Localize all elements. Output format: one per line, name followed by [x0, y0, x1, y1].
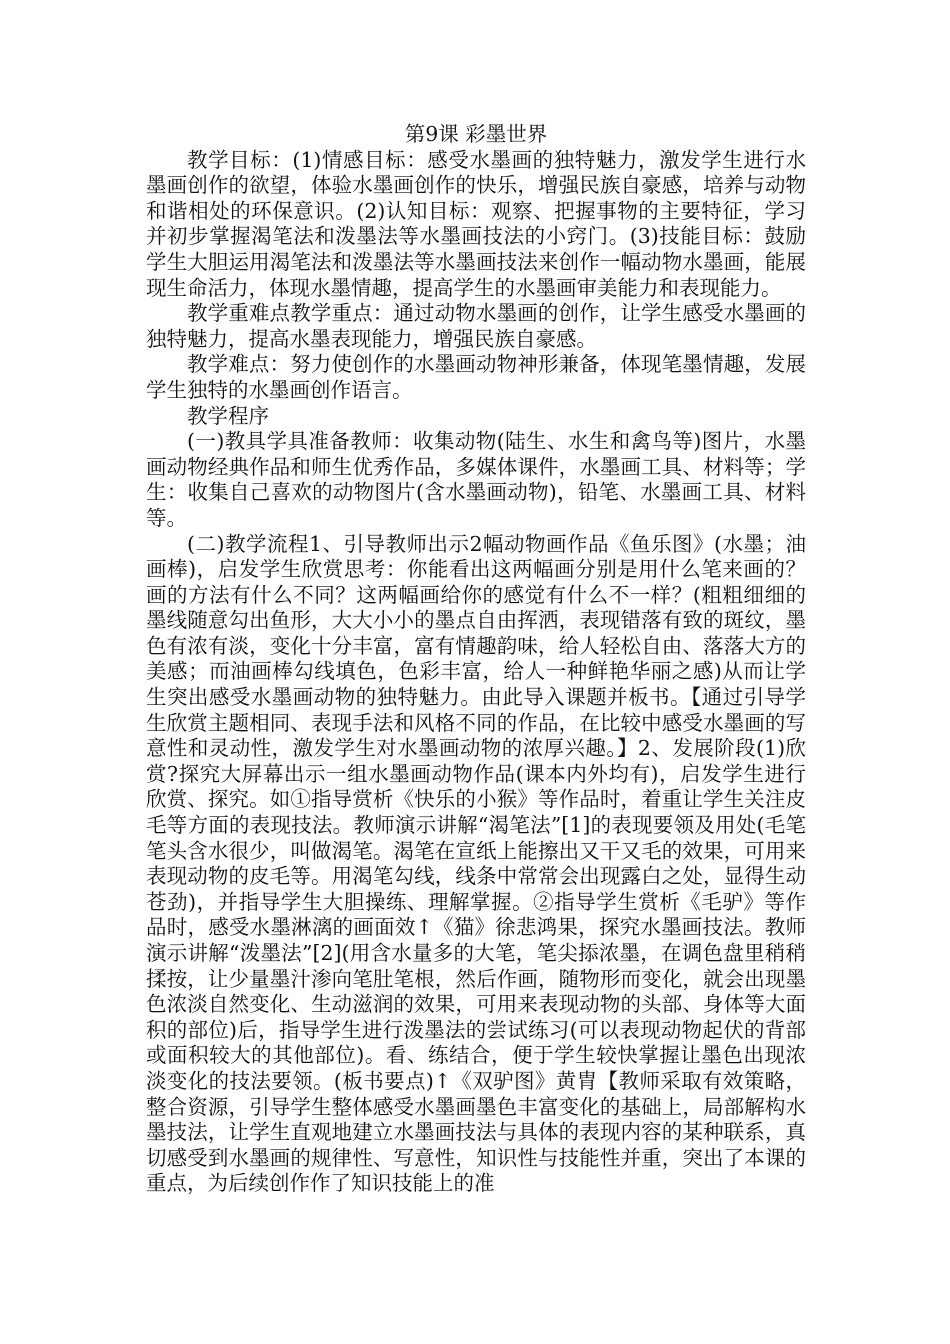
document-page [146, 122, 806, 1197]
paragraph-teaching-flow: (二)教学流程1、引导教师出示2幅动物画作品《鱼乐图》(水墨；油画棒)，启发学生欣赏思考：你能看出这两幅画分别是用什么笔来画的？画的方法有什么不同？这两幅画给你的感觉有什么不一样？(粗粗细细的墨线随意勾出鱼形，大大小小的墨点自由挥洒，表现错落有致的斑纹，墨色有浓有淡，变化十分丰富，富有情趣韵味，给人轻松自由、落落大方的美感；而油画棒勾线填色，色彩丰富，给人一种鲜艳华丽之感)从而让学生突出感受水墨画动物的独特魅力。由此导入课题并板书。【通过引导学生欣赏主题相同、表现手法和风格不同的作品，在比较中感受水墨画的写意性和灵动性，激发学生对水墨画动物的浓厚兴趣。】2、发展阶段(1)欣赏?探究大屏幕出示一组水墨画动物作品(课本内外均有)，启发学生进行欣赏、探究。如①指导赏析《快乐的小猴》等作品时，着重让学生关注皮毛等方面的表现技法。教师演示讲解“渴笔法”[1]的表现要领及用处(毛笔笔头含水很少，叫做渴笔。渴笔在宣纸上能擦出又干又毛的效果，可用来表现动物的皮毛等。用渴笔勾线，线条中常常会出现露白之处，显得生动苍劲)，并指导学生大胆操练、理解掌握。②指导学生赏析《毛驴》等作品时，感受水墨淋漓的画面效↑《猫》徐悲鸿果，探究水墨画技法。教师演示讲解“泼墨法”[2](用含水量多的大笔，笔尖掭浓墨，在调色盘里稍稍揉按，让少量墨汁渗向笔肚笔根，然后作画，随物形而变化，就会出现墨色浓淡自然变化、生动滋润的效果，可用来表现动物的头部、身体等大面积的部位)后，指导学生进行泼墨法的尝试练习(可以表现动物起伏的背部或面积较大的其他部位)。看、练结合，便于学生较快掌握让墨色出现浓淡变化的技法要领。(板书要点)↑《双驴图》黄胄【教师采取有效策略，整合资源，引导学生整体感受水墨画墨色丰富变化的基础上，局部解构水墨技法，让学生直观地建立水墨画技法与具体的表现内容的某种联系，真切感受到水墨画的规律性、写意性，知识性与技能性并重，突出了本课的重点，为后续创作作了知识技能上的准 [146, 531, 806, 1196]
paragraph-materials: (一)教具学具准备教师：收集动物(陆生、水生和禽鸟等)图片，水墨画动物经典作品和师生优秀作品，多媒体课件，水墨画工具、材料等；学生：收集自己喜欢的动物图片(含水墨画动物)，铅笔、水墨画工具、材料等。 [146, 429, 806, 530]
paragraph-objectives: 教学目标：(1)情感目标：感受水墨画的独特魅力，激发学生进行水墨画创作的欲望，体验水墨画创作的快乐，增强民族自豪感，培养与动物和谐相处的环保意识。(2)认知目标：观察、把握事物的主要特征，学习并初步掌握渴笔法和泼墨法等水墨画技法的小窍门。(3)技能目标：鼓励学生大胆运用渴笔法和泼墨法等水墨画技法来创作一幅动物水墨画，能展现生命活力，体现水墨情趣，提高学生的水墨画审美能力和表现能力。 [146, 147, 806, 300]
document-title: 第9课 彩墨世界 [404, 122, 548, 146]
paragraph-difficulties: 教学难点：努力使创作的水墨画动物神形兼备，体现笔墨情趣，发展学生独特的水墨画创作语言。 [146, 352, 806, 402]
paragraph-key-points: 教学重难点教学重点：通过动物水墨画的创作，让学生感受水墨画的独特魅力，提高水墨表现能力，增强民族自豪感。 [146, 301, 806, 351]
paragraph-procedure-heading: 教学程序 [187, 403, 269, 428]
